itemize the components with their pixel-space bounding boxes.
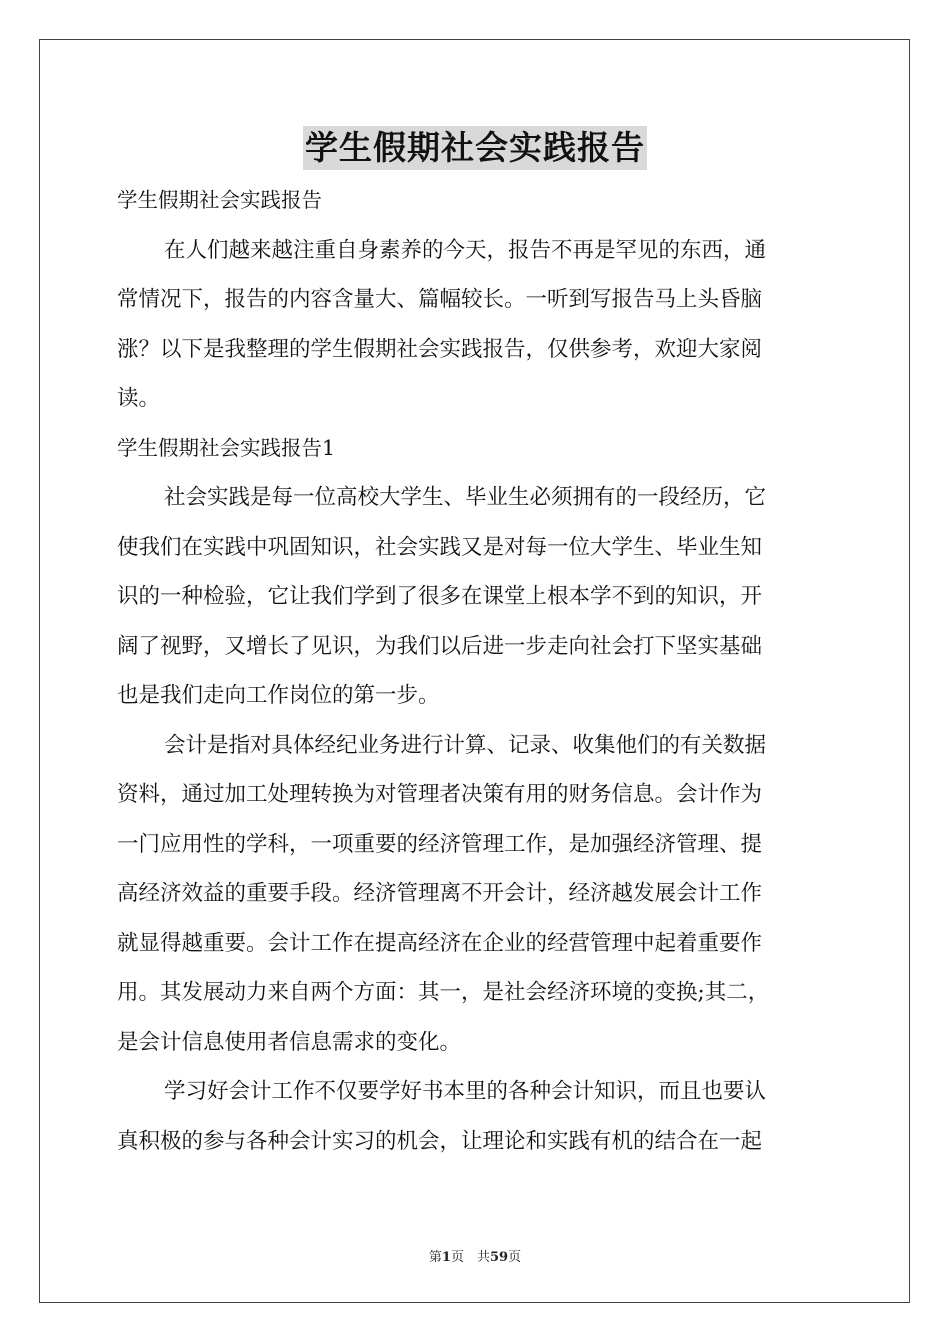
document-title: 学生假期社会实践报告 [303, 126, 647, 170]
paragraph-line: 高经济效益的重要手段。经济管理离不开会计，经济越发展会计工作 [117, 881, 763, 906]
paragraph-line: 学习好会计工作不仅要学好书本里的各种会计知识，而且也要认 [164, 1079, 767, 1104]
paragraph-line: 用。其发展动力来自两个方面：其一，是社会经济环境的变换;其二， [117, 980, 770, 1005]
section-heading: 学生假期社会实践报告1 [117, 435, 336, 460]
page-suffix: 页 [508, 1250, 522, 1265]
paragraph-line: 读。 [117, 386, 161, 411]
paragraph-line: 一门应用性的学科，一项重要的经济管理工作，是加强经济管理、提 [117, 831, 763, 857]
paragraph-line: 也是我们走向工作岗位的第一步。 [117, 683, 440, 708]
paragraph-line: 涨？以下是我整理的学生假期社会实践报告，仅供参考，欢迎大家阅 [117, 336, 763, 362]
page-mid: 页 共 [450, 1250, 490, 1265]
paragraph-line: 常情况下，报告的内容含量大、篇幅较长。一听到写报告马上头昏脑 [117, 287, 763, 312]
page-total: 59 [489, 1250, 509, 1265]
paragraph-line: 资料，通过加工处理转换为对管理者决策有用的财务信息。会计作为 [117, 782, 763, 807]
paragraph-line: 就显得越重要。会计工作在提高经济在企业的经营管理中起着重要作 [117, 930, 763, 956]
section-heading: 学生假期社会实践报告 [117, 188, 322, 212]
paragraph-line: 识的一种检验，它让我们学到了很多在课堂上根本学不到的知识，开 [117, 584, 763, 609]
paragraph-line: 是会计信息使用者信息需求的变化。 [117, 1029, 462, 1055]
page-footer [0, 1246, 950, 1265]
page-current: 1 [441, 1250, 451, 1265]
paragraph-line: 真积极的参与各种会计实习的机会，让理论和实践有机的结合在一起 [117, 1128, 763, 1154]
page-prefix: 第 [428, 1250, 442, 1265]
paragraph-line: 在人们越来越注重自身素养的今天，报告不再是罕见的东西，通 [164, 237, 767, 263]
title-wrap [0, 126, 950, 170]
paragraph-line: 阔了视野，又增长了见识，为我们以后进一步走向社会打下坚实基础 [117, 633, 763, 659]
paragraph-line: 社会实践是每一位高校大学生、毕业生必须拥有的一段经历，它 [164, 485, 767, 510]
paragraph-line: 会计是指对具体经纪业务进行计算、记录、收集他们的有关数据 [164, 732, 767, 758]
document-body [117, 176, 833, 1166]
paragraph-line: 使我们在实践中巩固知识，社会实践又是对每一位大学生、毕业生知 [117, 534, 763, 560]
